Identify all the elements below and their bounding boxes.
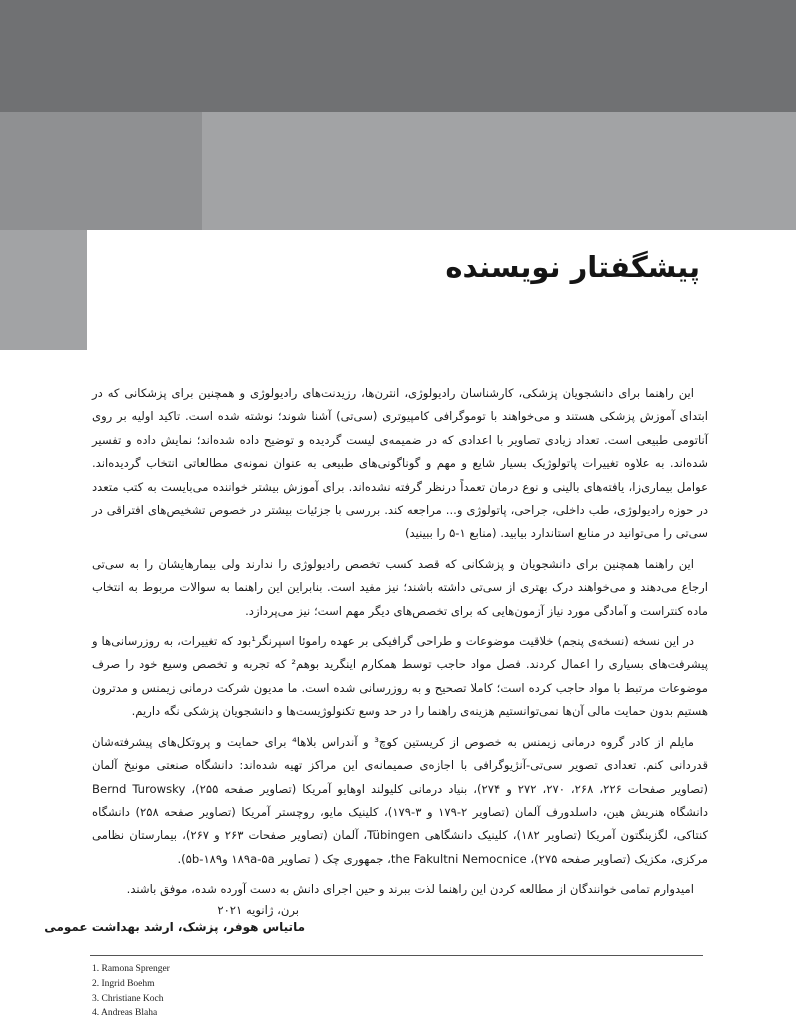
signature-author: ماتیاس هوفر، پزشک، ارشد بهداشت عمومی xyxy=(44,920,305,934)
footnote-item: 4. Andreas Blaha xyxy=(92,1008,158,1019)
paragraph-intro: این راهنما برای دانشجویان پزشکی، کارشناسان رادیولوژی، انترن‌ها، رزیدنت‌های رادیولوژی و همچنین برای پزشکانی که در ابتدای آموزش پزشکی هستند و می‌خواهند با توموگرافی کامپیوتری (سی‌تی) آشنا شوند؛ نوشته شده است. تاکید اولیه بر روی آناتومی طبیعی است. تعداد زیادی تصاویر با اعدادی که در ضمیمه‌ی لیست گردیده و توضیح داده شده‌اند؛ نمایش داده و تفسیر شده‌اند. به علاوه تغییرات پاتولوژیک بسیار شایع و مهم و گوناگونی‌های طبیعی به عنوان نمونه‌ی مطالعاتی انتخاب گردیده‌اند. عوامل بیماری‌زا، یافته‌های بالینی و نوع درمان تعمداً درنظر گرفته نشده‌اند. برای آموزش بیشتر خواننده می‌بایست به کتب متعدد در حوزه رادیولوژی، طب داخلی، جراحی، پاتولوژی و... مراجعه کند. بررسی با جزئیات بیشتر در خصوص تشخیص‌های افتراقی در سی‌تی را می‌توانید در منابع استاندارد بیابید. (منابع ۱-۵ را ببینید) xyxy=(92,386,708,541)
paragraph-acknowledgements: مایلم از کادر گروه درمانی زیمنس به خصوص از کریستین کوچ³ و آندراس بلاها⁴ برای حمایت و پروتکل‌های پیشرفته‌شان قدردانی کنم. تعدادی تصویر سی‌تی-آنژیوگرافی با اجازه‌ی صمیمانه‌ی این مراکز تهیه شده‌اند: دانشگاه صنعتی مونیخ آلمان (تصاویر صفحات ۲۲۶، ۲۶۸، ۲۷۰، ۲۷۲ و ۲۷۴)، بنیاد درمانی کلیولند اوهایو آمریکا (تصاویر صفحه ۲۵۵)، Bernd Turowsky دانشگاه هنریش هین، داسلدورف آلمان (تصاویر ۲-۱۷۹ و ۳-۱۷۹)، کلینیک مایو، روچستر آمریکا (تصاویر صفحه ۲۵۸) دانشگاه کنتاکی، لگزینگتون آمریکا (تصاویر ۱۸۲)، کلینیک دانشگاهی Tübingen، آلمان (تصاویر صفحات ۲۶۳ و ۲۶۷)، بیمارستان نظامی مرکزی، مکزیک (تصاویر صفحه ۲۷۵)، the Fakultni Nemocnice، جمهوری چک ( تصاویر ۱۸۹a-۵a و۵b-۱۸۹). xyxy=(92,734,708,866)
preface-body xyxy=(92,382,708,902)
signature-date: برن، ژانویه ۲۰۲۱ xyxy=(217,903,299,917)
page-title: پیشگفتار نویسنده xyxy=(445,250,700,284)
footnote-divider xyxy=(90,955,703,956)
footnote-item: 3. Christiane Koch xyxy=(92,993,164,1004)
footnote-item: 2. Ingrid Boehm xyxy=(92,978,155,989)
title-side-block xyxy=(0,230,87,350)
header-band-dark xyxy=(0,0,796,112)
footnote-item: 1. Ramona Sprenger xyxy=(92,964,170,974)
header-band-accent xyxy=(0,112,202,230)
paragraph-closing: امیدوارم تمامی خوانندگان از مطالعه کردن این راهنما لذت ببرند و حین اجرای دانش به دست آورده شده، موفق باشند. xyxy=(126,882,694,897)
footnote-list xyxy=(92,962,170,1021)
paragraph-audience: این راهنما همچنین برای دانشجویان و پزشکانی که قصد کسب تخصص رادیولوژی را ندارند ولی بیمارهایشان را به سی‌تی ارجاع می‌دهند و می‌خواهند درک بهتری از سی‌تی داشته باشند؛ نیز مفید است. بنابراین این راهنما به سوالات مربوط به انتخاب ماده کنتراست و آمادگی مورد نیاز آزمون‌هایی که برای تخصص‌های دیگر مهم است؛ نیز می‌پردازد. xyxy=(92,556,708,618)
paragraph-edition: در این نسخه (نسخه‌ی پنجم) خلاقیت موضوعات و طراحی گرافیکی بر عهده راموئا اسپرنگر¹بود که تغییرات، به روزرسانی‌ها و پیشرفت‌های بسیاری را اعمال کردند. فصل مواد حاجب توسط همکارم اینگرید بوهم² که تجربه و تخصص وسیع خود را صرف موضوعات مرتبط با مواد حاجب کرده است؛ کاملا تصحیح و به روزرسانی شده است. ما مدیون شرکت درمانی زیمنس و مدترون هستیم بدون حمایت مالی آن‌ها نمی‌توانستیم هزینه‌ی راهنما را در حد وسع تکنولوژیست‌ها و دانشجویان پزشکی نگه داریم. xyxy=(92,634,708,719)
